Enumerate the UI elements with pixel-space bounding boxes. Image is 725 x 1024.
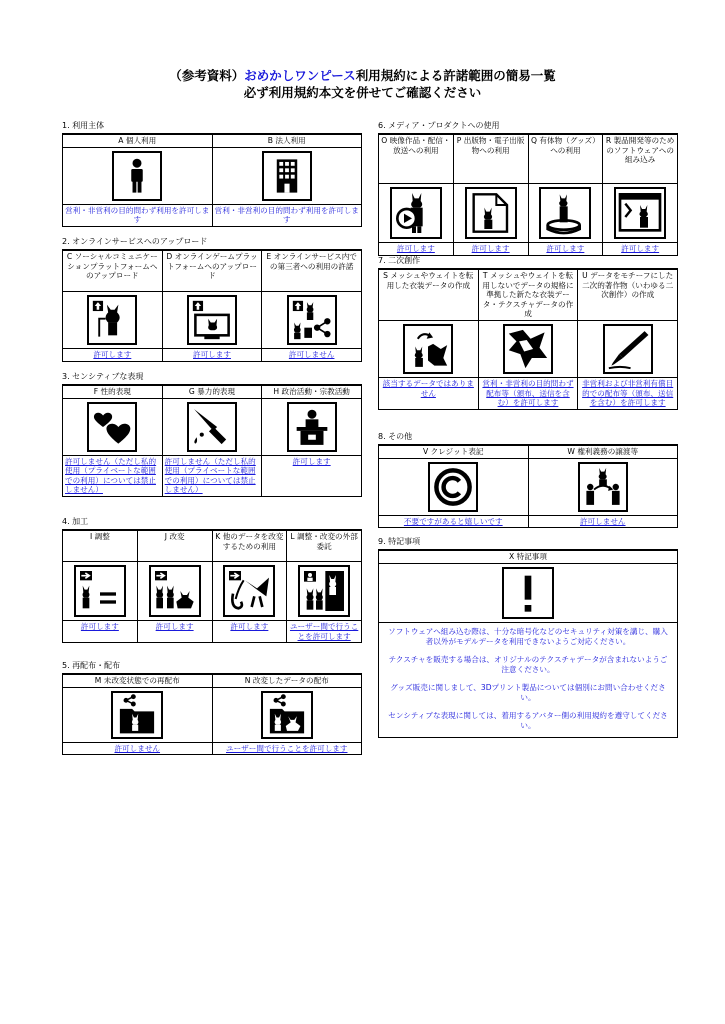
col-header: T メッシュやウェイトを転用しないでデータの規格に準拠した新たな衣装データ・テクスチャデータの作成 [478, 269, 578, 320]
title-suffix: 利用規約による許諾範囲の簡易一覧 [355, 68, 556, 83]
col-header: D オンラインゲームプラットフォームへのアップロード [162, 250, 262, 292]
section-label: 2. オンラインサービスへのアップロード [62, 237, 208, 246]
sensitive-table [62, 384, 362, 497]
permission-text: 許可しません（ただし私的使用（プライベートな範囲での利用）については禁止しません） [63, 455, 163, 496]
page-subtitle: 必ず利用規約本文を併せてご確認ください [243, 85, 482, 100]
section-label: 9. 特記事項 [378, 537, 421, 546]
section-distribution [62, 661, 362, 755]
pen-icon [603, 324, 653, 374]
section-label: 5. 再配布・配布 [62, 661, 121, 670]
exclamation-icon [502, 567, 554, 619]
section-derivative [378, 256, 678, 410]
other-table [378, 444, 678, 528]
derivative-table [378, 268, 678, 410]
page-title [0, 68, 725, 84]
section-label: 3. センシティブな表現 [62, 372, 144, 381]
note-item: ソフトウェアへ組み込む際は、十分な暗号化などのセキュリティ対策を講じ、購入者以外がモデルデータを利用できないようご対応ください。 [388, 626, 668, 646]
bow-icon [223, 565, 275, 617]
permission-text: 許可します [528, 243, 603, 256]
section-label: 6. メディア・プロダクトへの使用 [378, 121, 500, 130]
permission-text: 営利・非営利の目的問わず利用を許可します [63, 204, 213, 226]
permission-text: 許可します [63, 621, 138, 643]
note-item: センシティブな表現に関しては、着用するアバター側の利用規約を遵守してください。 [388, 710, 668, 730]
section-processing [62, 517, 362, 643]
software-icon [614, 187, 666, 239]
col-header: H 政治活動・宗教活動 [262, 385, 362, 398]
col-header: M 未改変状態での再配布 [63, 674, 213, 687]
col-header: F 性的表現 [63, 385, 163, 398]
section-usage-subject [62, 121, 362, 227]
section-label: 1. 利用主体 [62, 121, 105, 130]
permission-text: ユーザー間で行うことを許可します [212, 742, 362, 755]
knife-icon [187, 402, 237, 452]
permission-text: 許可します [63, 349, 163, 362]
section-other [378, 432, 678, 528]
col-header: J 改変 [137, 530, 212, 562]
col-header: N 改変したデータの配布 [212, 674, 362, 687]
share-third-party-icon [287, 295, 337, 345]
upload-game-icon [187, 295, 237, 345]
fabric-icon [503, 324, 553, 374]
outsource-icon [298, 565, 350, 617]
mesh-transfer-icon [403, 324, 453, 374]
permission-text: 許可します [453, 243, 528, 256]
adjust-icon [74, 565, 126, 617]
permission-text: 該当するデータではありません [379, 377, 479, 409]
processing-table [62, 529, 362, 643]
section-label: 4. 加工 [62, 517, 89, 526]
usage-subject-table [62, 133, 362, 227]
col-header: V クレジット表記 [379, 445, 529, 458]
section-label: 8. その他 [378, 432, 413, 441]
online-upload-table [62, 249, 362, 362]
col-header: B 法人利用 [212, 134, 362, 147]
col-header: O 映像作品・配信・放送への利用 [379, 134, 454, 184]
col-header: K 他のデータを改変するための利用 [212, 530, 287, 562]
permission-text: 許可しません [262, 349, 362, 362]
permission-text: 許可しません [528, 515, 678, 528]
col-header: L 調整・改変の外部委託 [287, 530, 362, 562]
col-header: P 出版物・電子出版物への利用 [453, 134, 528, 184]
permission-text: 許可しません（ただし私的使用（プライベートな範囲での利用）については禁止しません） [162, 455, 262, 496]
section-media [378, 121, 678, 256]
special-notes-list [378, 623, 678, 738]
permission-text: 許可します [137, 621, 212, 643]
col-header: W 権利義務の譲渡等 [528, 445, 678, 458]
figure-goods-icon [539, 187, 591, 239]
title-prefix: （参考資料） [169, 68, 245, 83]
permission-text: 許可します [162, 349, 262, 362]
section-online-upload [62, 237, 362, 362]
media-table [378, 133, 678, 256]
col-header: A 個人利用 [63, 134, 213, 147]
distribution-table [62, 673, 362, 755]
hearts-icon [87, 402, 137, 452]
person-icon [112, 151, 162, 201]
permission-text: 営利・非営利の目的問わず利用を許可します [212, 204, 362, 226]
permission-text: 営利・非営利の目的問わず配布等（頒布、送信を含む）を許可します [478, 377, 578, 409]
permission-text: 非営利および非営利有償目的での配布等（頒布、送信を含む）を許可します [578, 377, 678, 409]
col-header: X 特記事項 [379, 550, 678, 563]
section-sensitive [62, 372, 362, 497]
col-header: S メッシュやウェイトを転用した衣装データの作成 [379, 269, 479, 320]
col-header: I 調整 [63, 530, 138, 562]
upload-social-icon [87, 295, 137, 345]
permission-text: ユーザー間で行うことを許可します [287, 621, 362, 643]
permission-text: 許可します [212, 621, 287, 643]
permission-text: 許可しません [63, 742, 213, 755]
redistribute-icon [111, 691, 163, 739]
col-header: C ソーシャルコミュニケーションプラットフォームへのアップロード [63, 250, 163, 292]
section-label: 7. 二次創作 [378, 256, 421, 265]
permission-text: 許可します [379, 243, 454, 256]
podium-icon [287, 402, 337, 452]
col-header: G 暴力的表現 [162, 385, 262, 398]
copyright-icon [428, 462, 478, 512]
publication-icon [465, 187, 517, 239]
note-item: グッズ販売に関しまして、3Dプリント製品については個別にお問い合わせください。 [390, 682, 666, 702]
permission-text: 不要ですがあると嬉しいです [379, 515, 529, 528]
col-header: U データをモチーフにした二次的著作物（いわゆる二次創作）の作成 [578, 269, 678, 320]
note-item: テクスチャを販売する場合は、オリジナルのテクスチャデータが含まれないようご注意ください。 [388, 654, 668, 674]
modify-icon [149, 565, 201, 617]
video-icon [390, 187, 442, 239]
special-notes-table [378, 549, 678, 623]
col-header: E オンラインサービス内での第三者への利用の許諾 [262, 250, 362, 292]
col-header: Q 有体物（グッズ）への利用 [528, 134, 603, 184]
brand-name: おめかしワンピース [244, 68, 356, 83]
distribute-modified-icon [261, 691, 313, 739]
permission-text: 許可します [262, 455, 362, 496]
section-special-notes [378, 537, 678, 738]
permission-text: 許可します [603, 243, 678, 256]
building-icon [262, 151, 312, 201]
col-header: R 製品開発等のためのソフトウェアへの組み込み [603, 134, 678, 184]
transfer-icon [578, 462, 628, 512]
